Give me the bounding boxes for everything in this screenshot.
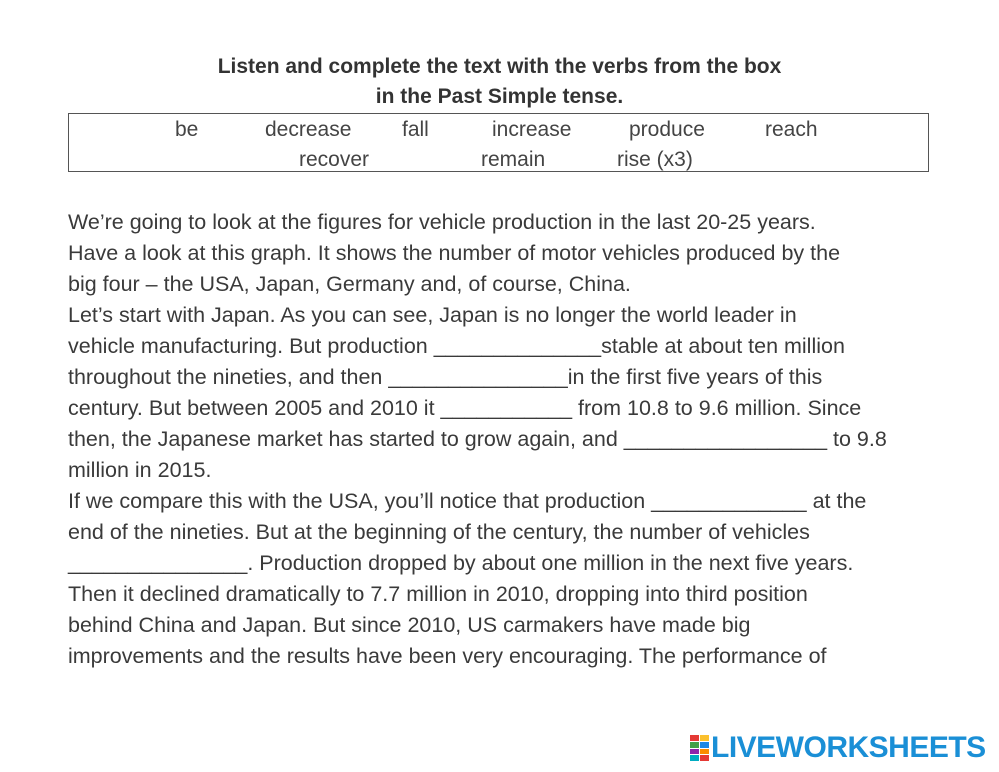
- text-line-with-blank[interactable]: _______________. Production dropped by about one million in the next five years.: [68, 551, 854, 575]
- text-line: Have a look at this graph. It shows the number of motor vehicles produced by the: [68, 241, 841, 265]
- verb-rise: rise (x3): [617, 148, 693, 171]
- listening-text: [68, 207, 948, 672]
- logo-text: LIVEWORKSHEETS: [711, 731, 986, 764]
- text-line-with-blank[interactable]: century. But between 2005 and 2010 it ___________ from 10.8 to 9.6 million. Since: [68, 396, 862, 420]
- verb-remain: remain: [481, 148, 546, 171]
- logo-block: [690, 742, 699, 748]
- text-line: big four – the USA, Japan, Germany and, of course, China.: [68, 272, 631, 296]
- verb-increase: increase: [492, 118, 572, 141]
- text-line: Let’s start with Japan. As you can see, Japan is no longer the world leader in: [68, 303, 797, 327]
- text-line: behind China and Japan. But since 2010, US carmakers have made big: [68, 613, 751, 637]
- logo-block: [700, 755, 709, 761]
- logo-block: [700, 735, 709, 741]
- instruction-line-2: in the Past Simple tense.: [375, 85, 624, 108]
- liveworksheets-logo: [690, 731, 986, 765]
- instruction-line-1: Listen and complete the text with the verbs from the box: [217, 55, 782, 78]
- verb-reach: reach: [765, 118, 818, 141]
- verb-recover: recover: [299, 148, 370, 171]
- logo-block: [690, 749, 699, 755]
- text-line: end of the nineties. But at the beginning of the century, the number of vehicles: [68, 520, 810, 544]
- logo-blocks-icon: [690, 735, 709, 761]
- text-line: Then it declined dramatically to 7.7 million in 2010, dropping into third position: [68, 582, 808, 606]
- text-line-with-blank[interactable]: vehicle manufacturing. But production ______________stable at about ten million: [68, 334, 845, 358]
- text-line: million in 2015.: [68, 458, 212, 482]
- text-line: improvements and the results have been very encouraging. The performance of: [68, 644, 827, 668]
- logo-block: [700, 749, 709, 755]
- logo-block: [700, 742, 709, 748]
- worksheet-instructions: [0, 52, 999, 112]
- text-line: We’re going to look at the figures for vehicle production in the last 20-25 years.: [68, 210, 816, 234]
- logo-block: [690, 735, 699, 741]
- logo-block: [690, 755, 699, 761]
- text-line-with-blank[interactable]: If we compare this with the USA, you’ll notice that production _____________ at the: [68, 489, 867, 513]
- text-line-with-blank[interactable]: then, the Japanese market has started to grow again, and _________________ to 9.8: [68, 427, 887, 451]
- verb-fall: fall: [402, 118, 429, 141]
- verb-be: be: [175, 118, 199, 141]
- verb-box: [68, 113, 929, 172]
- verb-decrease: decrease: [265, 118, 352, 141]
- verb-produce: produce: [629, 118, 705, 141]
- text-line-with-blank[interactable]: throughout the nineties, and then _______________in the first five years of this: [68, 365, 823, 389]
